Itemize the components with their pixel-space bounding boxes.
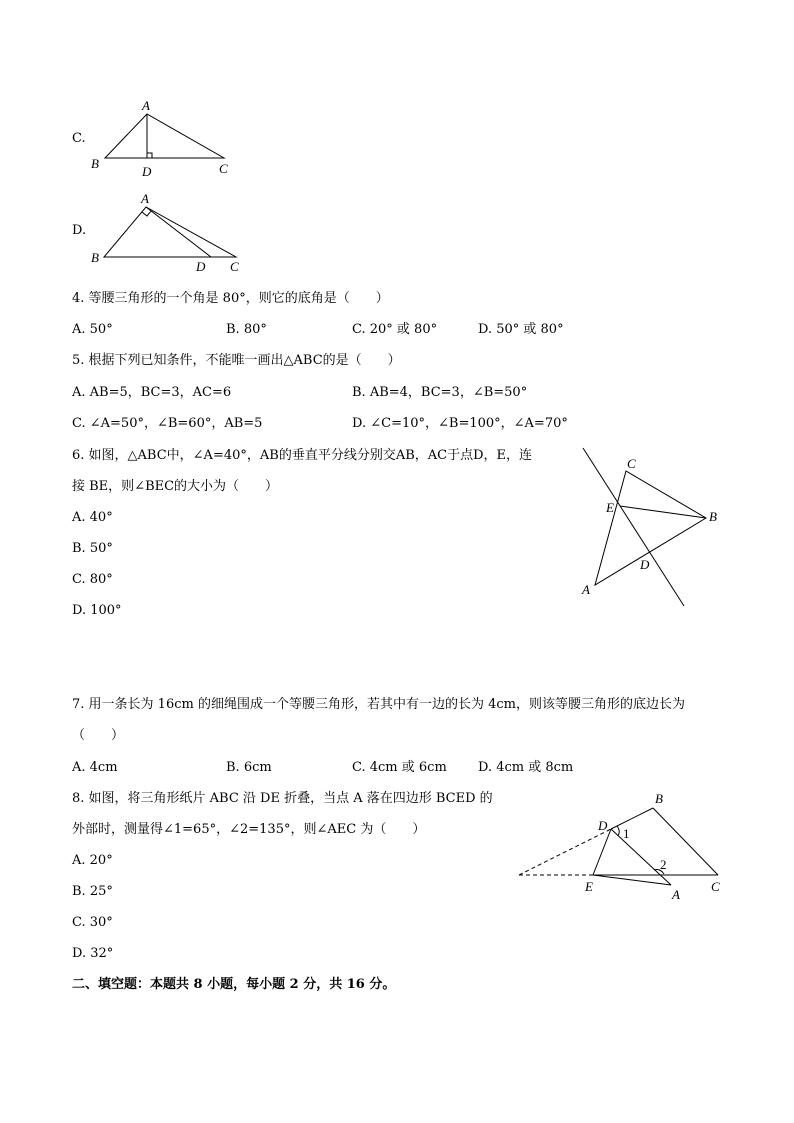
q5-stem: 5. 根据下列已知条件，不能唯一画出△ABC的是（ ）	[72, 353, 401, 368]
vertex-label-a: A	[582, 582, 590, 597]
vertex-label-d: D	[598, 818, 608, 833]
option-c-label: C.	[72, 131, 86, 146]
q6-option-b: B. 50°	[72, 541, 113, 556]
q4-option-d: D. 50° 或 80°	[478, 322, 564, 337]
q7-stem-line2: （ ）	[72, 728, 125, 743]
q6-option-d: D. 100°	[72, 603, 122, 618]
angle-label-1: 1	[623, 826, 630, 841]
q7-stem-line1: 7. 用一条长为 16cm 的细绳围成一个等腰三角形，若其中有一边的长为 4cm，则该等腰三角形的底边长为	[72, 697, 685, 712]
q8-option-d: D. 32°	[72, 946, 114, 961]
q7-option-b: B. 6cm	[226, 760, 272, 775]
vertex-label-d: D	[640, 557, 650, 572]
q5-option-b: B. AB=4，BC=3，∠B=50°	[352, 385, 528, 400]
vertex-label-d: D	[196, 259, 206, 274]
vertex-label-e: E	[585, 879, 593, 894]
vertex-label-b: B	[655, 791, 663, 806]
angle-label-2: 2	[660, 857, 667, 872]
q7-option-d: D. 4cm 或 8cm	[478, 760, 574, 775]
q4-option-a: A. 50°	[72, 322, 113, 337]
vertex-label-a: A	[142, 98, 150, 113]
dashed-ad-original	[519, 829, 611, 875]
q5-option-a: A. AB=5，BC=3，AC=6	[72, 385, 232, 400]
vertex-label-c: C	[627, 456, 636, 471]
q6-option-a: A. 40°	[72, 510, 113, 525]
q6-stem-line1: 6. 如图，△ABC中，∠A=40°，AB的垂直平分线分别交AB，AC于点D，E，连	[72, 448, 533, 463]
q4-option-b: B. 80°	[226, 322, 267, 337]
q6-option-c: C. 80°	[72, 572, 113, 587]
vertex-label-b: B	[91, 250, 99, 265]
vertex-label-e: E	[606, 500, 614, 515]
q8-option-a: A. 20°	[72, 853, 113, 868]
option-d-label: D.	[72, 223, 87, 238]
q5-option-c: C. ∠A=50°，∠B=60°，AB=5	[72, 416, 263, 431]
q7-option-c: C. 4cm 或 6cm	[352, 760, 447, 775]
vertex-label-a: A	[672, 887, 680, 902]
vertex-label-b: B	[709, 509, 717, 524]
vertex-label-b: B	[91, 156, 99, 171]
q8-option-b: B. 25°	[72, 884, 113, 899]
vertex-label-c: C	[219, 161, 228, 176]
segment-ea-folded	[593, 875, 671, 885]
vertex-label-c: C	[711, 879, 720, 894]
vertex-label-a: A	[141, 191, 149, 206]
segment-de	[593, 829, 611, 875]
q4-option-c: C. 20° 或 80°	[352, 322, 438, 337]
q8-option-c: C. 30°	[72, 915, 113, 930]
q7-option-a: A. 4cm	[72, 760, 118, 775]
section-2-heading: 二、填空题：本题共 8 小题，每小题 2 分，共 16 分。	[72, 977, 396, 992]
q4-stem: 4. 等腰三角形的一个角是 80°，则它的底角是（ ）	[72, 291, 389, 306]
q8-stem-line1: 8. 如图，将三角形纸片 ABC 沿 DE 折叠，当点 A 落在四边形 BCED 的	[72, 791, 493, 806]
q6-stem-line2: 接 BE，则∠BEC的大小为（ ）	[72, 479, 279, 494]
vertex-label-d: D	[142, 164, 152, 179]
q8-stem-line2: 外部时，测量得∠1=65°，∠2=135°，则∠AEC 为（ ）	[72, 822, 426, 837]
q5-option-d: D. ∠C=10°，∠B=100°，∠A=70°	[352, 416, 568, 431]
vertex-label-c: C	[230, 259, 239, 274]
